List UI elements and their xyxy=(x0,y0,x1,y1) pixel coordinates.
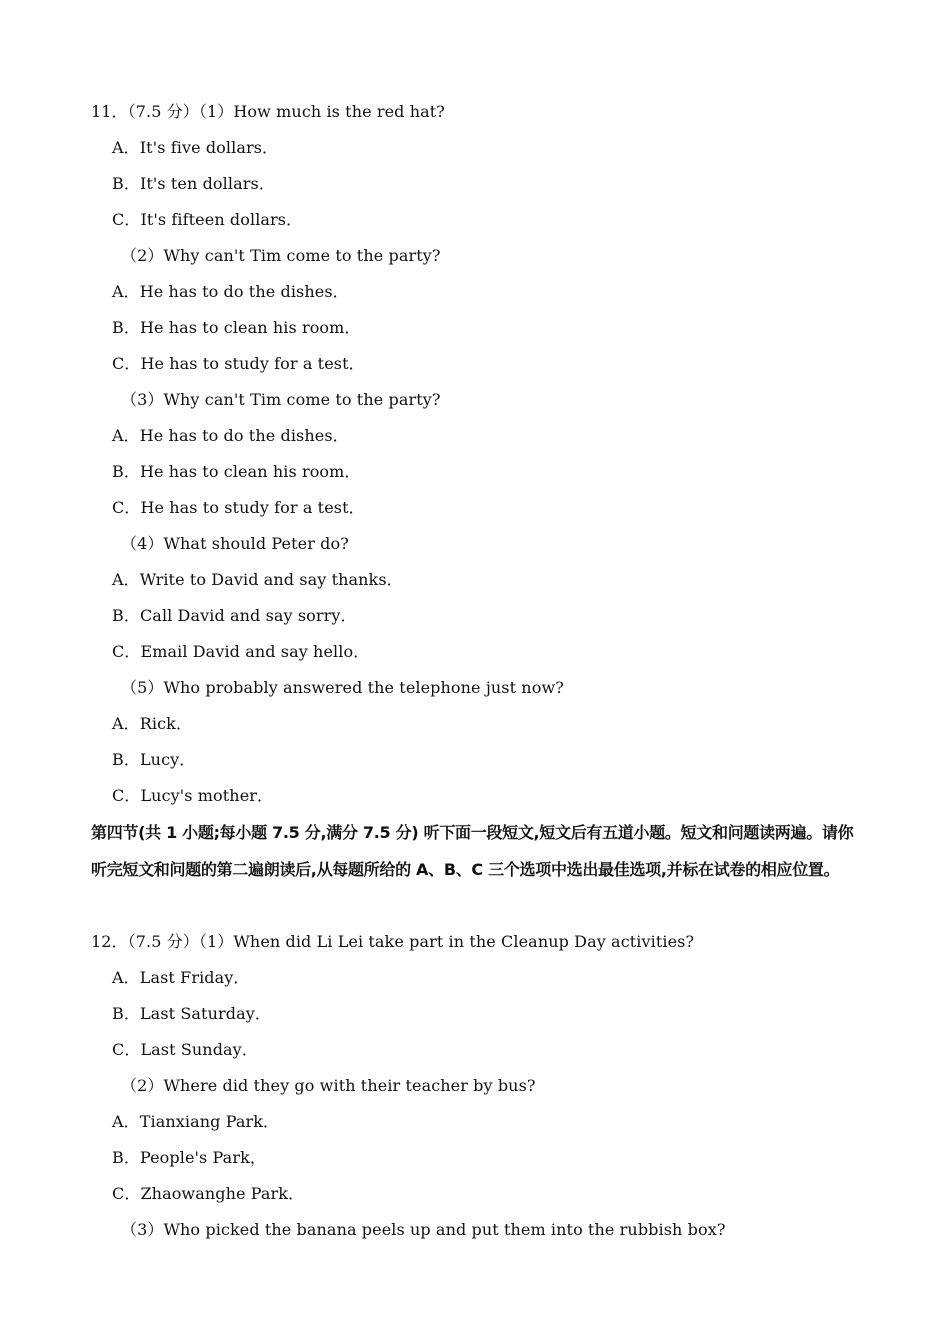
option: C．He has to study for a test． xyxy=(112,498,365,517)
sub-question: （3）Who picked the banana peels up and put them into the rubbish box? xyxy=(121,1220,726,1239)
option: B．People's Park， xyxy=(112,1148,266,1167)
option: A．He has to do the dishes． xyxy=(112,426,349,445)
sub-question: （4）What should Peter do? xyxy=(121,534,349,553)
question-12-header: 12．（7.5 分）（1）When did Li Lei take part in the Cleanup Day activities? xyxy=(91,932,695,951)
option: A．He has to do the dishes． xyxy=(112,282,349,301)
option: B．It's ten dollars． xyxy=(112,174,275,193)
option: B．He has to clean his room． xyxy=(112,462,361,481)
section-4-instruction: 第四节(共 1 小题;每小题 7.5 分,满分 7.5 分) 听下面一段短文,短文后有五道小题。短文和问题读两遍。请你听完短文和问题的第二遍朗读后,从每题所给的 A、B、C 三个选项中选出最佳选项,并标在试卷的相应位置。 xyxy=(91,823,854,879)
sub-question: （2）Why can't Tim come to the party? xyxy=(121,246,441,265)
sub-question: （2）Where did they go with their teacher by bus? xyxy=(121,1076,536,1095)
option: C．He has to study for a test． xyxy=(112,354,365,373)
sub-question: （3）Why can't Tim come to the party? xyxy=(121,390,441,409)
option: A．Rick． xyxy=(112,714,193,733)
option: B．Call David and say sorry． xyxy=(112,606,357,625)
sub-question: （5）Who probably answered the telephone just now? xyxy=(121,678,564,697)
option: B．Lucy． xyxy=(112,750,196,769)
option: C．Lucy's mother． xyxy=(112,786,274,805)
option: C．Last Sunday． xyxy=(112,1040,258,1059)
option: A．Tianxiang Park． xyxy=(112,1112,280,1131)
option: B．He has to clean his room． xyxy=(112,318,361,337)
option: A．It's five dollars． xyxy=(112,138,279,157)
question-11-header: 11．（7.5 分）（1）How much is the red hat? xyxy=(91,102,445,121)
option: C．Email David and say hello． xyxy=(112,642,370,661)
option: C．It's fifteen dollars． xyxy=(112,210,303,229)
option: B．Last Saturday． xyxy=(112,1004,271,1023)
option: A．Write to David and say thanks． xyxy=(112,570,403,589)
option: A．Last Friday． xyxy=(112,968,250,987)
option: C．Zhaowanghe Park． xyxy=(112,1184,305,1203)
